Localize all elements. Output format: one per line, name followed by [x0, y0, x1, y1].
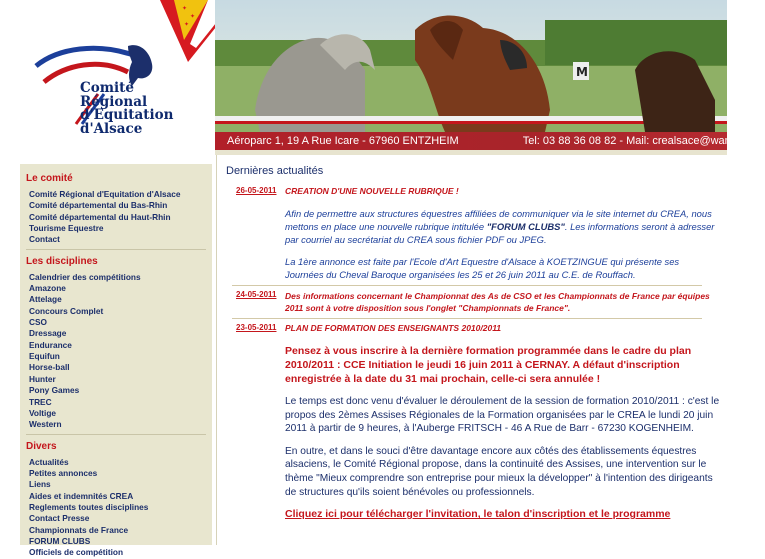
sidebar-item-equifun[interactable]: Equifun [29, 351, 60, 362]
sidebar-item-haut-rhin[interactable]: Comité départemental du Haut-Rhin [29, 211, 171, 222]
sidebar-item-championnats[interactable]: Championnats de France [29, 524, 129, 535]
sidebar-item-tourisme[interactable]: Tourisme Equestre [29, 223, 104, 234]
sidebar-item-concours-complet[interactable]: Concours Complet [29, 305, 104, 316]
news-date: 26-05-2011 [236, 186, 277, 195]
sidebar-list-disciplines [20, 272, 212, 431]
svg-text:✦: ✦ [184, 22, 190, 28]
logo-line: d'Equitation [80, 107, 174, 123]
sidebar-section-title: Les disciplines [26, 255, 98, 267]
news-highlight: Pensez à vous inscrire à la dernière formation programmée dans le cadre du plan 2010/2011 : CCE Initiation le jeudi 16 juin 2011 à CERNAY. A défaut d'inscription enregistrée à la date du 31 mai prochain, celle-ci sera annulée ! [285, 345, 692, 385]
banner-divider [215, 150, 727, 155]
news-title: PLAN DE FORMATION DES ENSEIGNANTS 2010/2011 [285, 323, 502, 333]
news-body: Le temps est donc venu d'évaluer le déroulement de la session de formation 2010/2011 : c'est le propos des 2èmes Assises Régionales de la Formation organisées par le CREA le lundi 20 juin 2011 à partir de 9 heures, à l'Auberge FRITSCH - 46 A Rue de Barr - 67230 KOGENHEIM. [285, 396, 720, 435]
news-text: . Les informations seront à adresser par courriel au secrétariat du CREA sous fichier PDF ou JPEG. [285, 221, 715, 245]
news-title: CREATION D'UNE NOUVELLE RUBRIQUE ! [285, 186, 459, 196]
news-separator [232, 285, 702, 286]
sidebar-item-trec[interactable]: TREC [29, 396, 52, 407]
vertical-divider [216, 155, 217, 545]
sidebar-item-bas-rhin[interactable]: Comité départemental du Bas-Rhin [29, 200, 168, 211]
address-text: Aéroparc 1, 19 A Rue Icare - 67960 ENTZHEIM [227, 135, 459, 147]
sidebar-item-pony-games[interactable]: Pony Games [29, 385, 80, 396]
news-separator [232, 318, 702, 319]
sidebar-list-divers [20, 457, 212, 559]
sidebar-section-title: Le comité [26, 173, 73, 184]
page-title: Dernières actualités [226, 165, 324, 177]
sidebar-item-petites-annonces[interactable]: Petites annonces [29, 467, 98, 478]
sidebar-item-forum-clubs[interactable]: FORUM CLUBS [29, 535, 91, 546]
sidebar-divider [26, 249, 206, 250]
sidebar-item-officiels[interactable]: Officiels de compétition [29, 547, 124, 558]
sidebar-item-actualites[interactable]: Actualités [29, 456, 69, 467]
svg-text:✦: ✦ [190, 14, 196, 20]
news-item [224, 323, 720, 520]
sidebar-item-horse-ball[interactable]: Horse-ball [29, 362, 70, 373]
site-header [0, 0, 765, 155]
sidebar-section-title: Divers [26, 440, 57, 452]
news-title: Des informations concernant le Championnat des As de CSO et les Championnats de France par équipes 2011 sont à votre disposition sous l'onglet "Championnats de France". [285, 291, 710, 313]
sidebar-item-contact[interactable]: Contact [29, 234, 60, 245]
horse-jumping-photo [215, 0, 727, 132]
sidebar-item-dressage[interactable]: Dressage [29, 328, 67, 339]
sidebar-item-crea[interactable]: Comité Régional d'Equitation d'Alsace [29, 189, 181, 199]
sidebar-item-attelage[interactable]: Attelage [29, 294, 62, 305]
sidebar-item-aides[interactable]: Aides et indemnités CREA [29, 490, 134, 501]
sidebar-divider [26, 434, 206, 435]
news-date: 23-05-2011 [236, 323, 277, 332]
logo-line: Régional [80, 93, 148, 110]
sidebar-item-contact-presse[interactable]: Contact Presse [29, 513, 90, 524]
forum-clubs-highlight: "FORUM CLUBS" [486, 221, 565, 232]
news-text: Afin de permettre aux structures équestres affiliées de communiquer via le site internet du CREA, nous mettons en place une nouvelle rubrique intitulée [285, 208, 712, 232]
svg-text:M: M [576, 65, 588, 79]
contact-bar [215, 132, 765, 150]
news-item [224, 186, 720, 281]
logo-line: d'Alsace [80, 120, 143, 137]
news-date: 24-05-2011 [236, 290, 277, 299]
svg-text:✦: ✦ [182, 6, 188, 12]
sidebar-item-endurance[interactable]: Endurance [29, 339, 72, 350]
sidebar-item-liens[interactable]: Liens [29, 479, 51, 490]
news-body: La 1ère annonce est faite par l'Ecole d'Art Equestre d'Alsace à KOETZINGUE qui présente ses Journées du Cheval Baroque organisées les 25 et 26 juin 2011 au C.E. de Rouffach. [285, 256, 680, 280]
crea-logo[interactable] [0, 0, 215, 155]
sidebar-list-comite [20, 189, 212, 246]
contact-text[interactable]: Tel: 03 88 36 08 82 - Mail: crealsace@wanadoo.fr [522, 135, 765, 147]
news-item [224, 290, 720, 314]
sidebar-item-voltige[interactable]: Voltige [29, 407, 57, 418]
news-body [285, 207, 720, 246]
alsace-flag-icon [160, 0, 220, 65]
news-body: En outre, et dans le souci d'être davantage encore aux côtés des établissements équestres alsaciens, le Comité Régional propose, dans la continuité des Assises, une intervention sur le thème "Mieux comprendre son entreprise pour mieux la développer" à l'intention des dirigeants de structures qu'ils soient bénévoles ou professionnels. [285, 445, 713, 498]
logo-line: Comité [80, 80, 134, 96]
sidebar-item-reglements[interactable]: Reglements toutes disciplines [29, 501, 149, 512]
sidebar-item-amazone[interactable]: Amazone [29, 283, 66, 294]
sidebar-item-hunter[interactable]: Hunter [29, 373, 56, 384]
download-invitation-link[interactable]: Cliquez ici pour télécharger l'invitation, le talon d'inscription et le programme [285, 508, 671, 521]
sidebar-nav [20, 164, 212, 558]
sidebar-item-western[interactable]: Western [29, 419, 62, 430]
sidebar-item-calendrier[interactable]: Calendrier des compétitions [29, 271, 141, 282]
sidebar-item-cso[interactable]: CSO [29, 317, 47, 328]
logo-text [80, 82, 173, 136]
header-banner [215, 0, 765, 155]
main-content [224, 160, 720, 545]
